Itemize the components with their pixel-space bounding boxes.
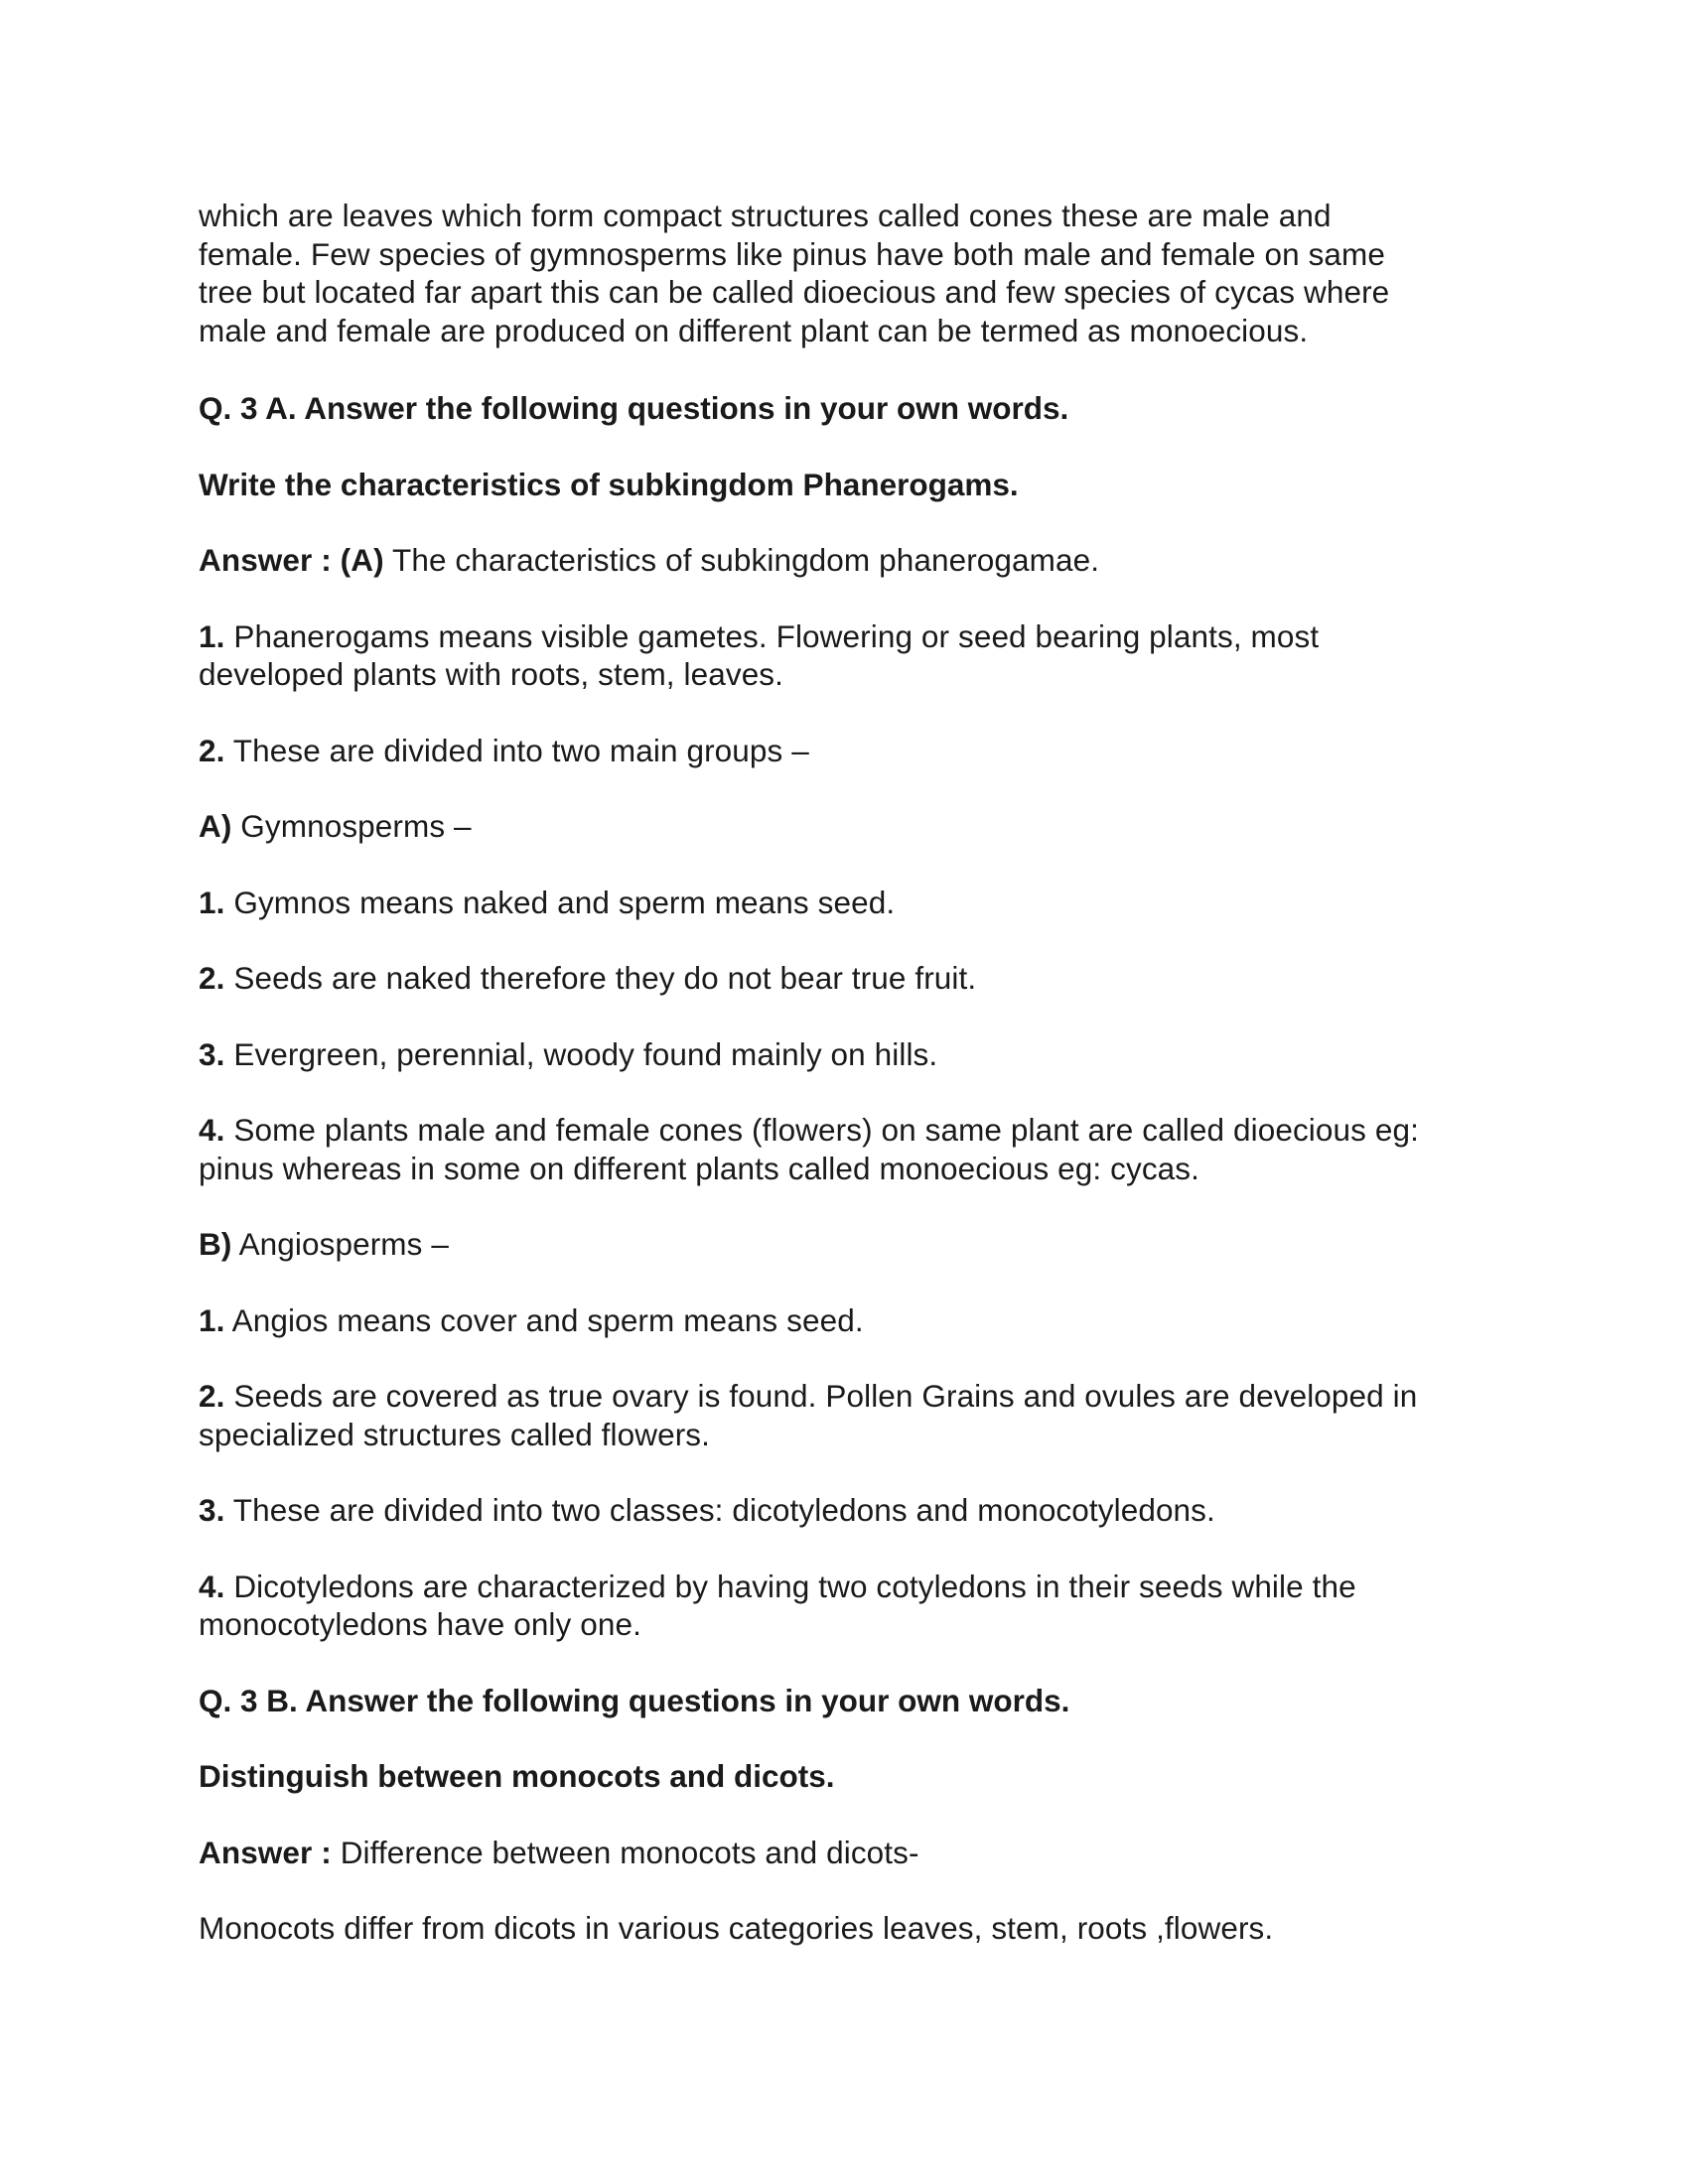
point-text: Seeds are naked therefore they do not bear true fruit. bbox=[224, 960, 977, 996]
answer-label: Answer : bbox=[199, 1834, 332, 1870]
point-text: Gymnos means naked and sperm means seed. bbox=[224, 884, 896, 920]
q3b-question: Distinguish between monocots and dicots. bbox=[199, 1758, 835, 1794]
point-text: developed plants with roots, stem, leaves. bbox=[199, 656, 784, 692]
intro-line: male and female are produced on different plant can be termed as monoecious. bbox=[199, 312, 1309, 348]
point-number: 1. bbox=[199, 617, 225, 654]
group-b-point bbox=[199, 1301, 1489, 1340]
point-number: 3. bbox=[199, 1492, 225, 1528]
point-text: Phanerogams means visible gametes. Flowering or seed bearing plants, most bbox=[224, 617, 1320, 654]
point-text: monocotyledons have only one. bbox=[199, 1606, 641, 1642]
point-number: 1. bbox=[199, 884, 225, 920]
group-a-heading bbox=[199, 807, 1489, 846]
q3a-question: Write the characteristics of subkingdom Phanerogams. bbox=[199, 466, 1019, 502]
q3a-point-2 bbox=[199, 732, 1489, 770]
point-number: 2. bbox=[199, 1378, 225, 1414]
intro-line: female. Few species of gymnosperms like pinus have both male and female on same bbox=[199, 235, 1385, 272]
group-a-point bbox=[199, 1111, 1489, 1187]
answer-text: The characteristics of subkingdom phanerogamae. bbox=[383, 542, 1100, 578]
point-text: pinus whereas in some on different plants called monoecious eg: cycas. bbox=[199, 1150, 1199, 1186]
group-b-point bbox=[199, 1568, 1489, 1644]
point-number: 2. bbox=[199, 732, 225, 768]
intro-line: tree but located far apart this can be called dioecious and few species of cycas where bbox=[199, 274, 1390, 310]
group-text: Gymnosperms – bbox=[231, 808, 472, 844]
intro-line: which are leaves which form compact structures called cones these are male and bbox=[199, 198, 1332, 233]
group-b-point bbox=[199, 1377, 1489, 1453]
answer-label: Answer : (A) bbox=[199, 542, 384, 578]
q3a-point-1 bbox=[199, 617, 1489, 694]
point-number: 1. bbox=[199, 1301, 225, 1338]
group-a-point bbox=[199, 1035, 1489, 1074]
q3a-heading: Q. 3 A. Answer the following questions in your own words. bbox=[199, 390, 1069, 426]
group-b-point bbox=[199, 1491, 1489, 1530]
answer-text: Difference between monocots and dicots- bbox=[331, 1834, 919, 1870]
group-text: Angiosperms – bbox=[231, 1226, 449, 1262]
point-number: 3. bbox=[199, 1035, 225, 1072]
point-number: 2. bbox=[199, 960, 225, 996]
document-page bbox=[199, 197, 1489, 1985]
q3b-heading: Q. 3 B. Answer the following questions in your own words. bbox=[199, 1682, 1070, 1718]
point-text: Seeds are covered as true ovary is found. Pollen Grains and ovules are developed in bbox=[224, 1378, 1418, 1414]
group-a-point bbox=[199, 884, 1489, 922]
group-a-point bbox=[199, 959, 1489, 998]
intro-paragraph bbox=[199, 197, 1489, 349]
group-label: A) bbox=[199, 808, 232, 844]
point-text: specialized structures called flowers. bbox=[199, 1416, 711, 1452]
group-label: B) bbox=[199, 1226, 232, 1262]
point-text: Angios means cover and sperm means seed. bbox=[224, 1301, 864, 1338]
q3b-answer bbox=[199, 1834, 1489, 1872]
q3a-answer bbox=[199, 541, 1489, 580]
q3b-closing: Monocots differ from dicots in various categories leaves, stem, roots ,flowers. bbox=[199, 1910, 1274, 1946]
point-number: 4. bbox=[199, 1112, 225, 1148]
point-text: Some plants male and female cones (flowers) on same plant are called dioecious eg: bbox=[224, 1112, 1419, 1148]
point-text: These are divided into two classes: dicotyledons and monocotyledons. bbox=[224, 1492, 1215, 1528]
point-number: 4. bbox=[199, 1568, 225, 1604]
point-text: Dicotyledons are characterized by having two cotyledons in their seeds while the bbox=[224, 1568, 1356, 1604]
point-text: Evergreen, perennial, woody found mainly on hills. bbox=[224, 1035, 938, 1072]
group-b-heading bbox=[199, 1225, 1489, 1264]
point-text: These are divided into two main groups – bbox=[224, 732, 809, 768]
